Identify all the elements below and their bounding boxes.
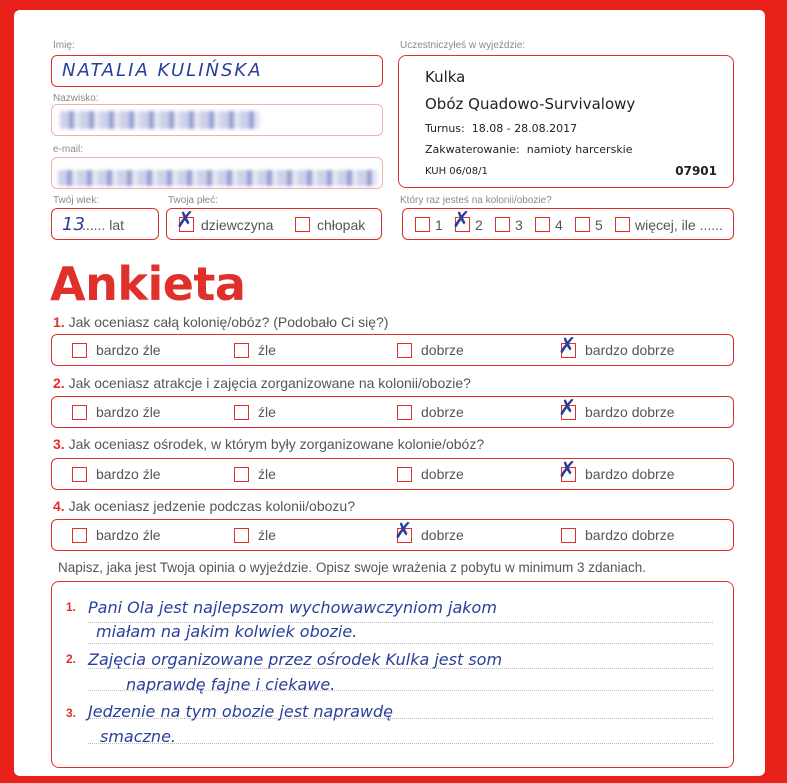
q2-option-4: bardzo dobrze	[585, 404, 675, 420]
q2-checkbox-4[interactable]	[558, 396, 577, 421]
q4-option-2: źle	[258, 527, 276, 543]
surname-redacted	[60, 111, 260, 129]
surname-field[interactable]	[51, 104, 383, 136]
question-3	[53, 436, 484, 452]
sex-female-label: dziewczyna	[201, 217, 274, 233]
times-option-5: 5	[595, 217, 603, 233]
q4-option-4: bardzo dobrze	[585, 527, 675, 543]
q4-checkbox-3[interactable]	[394, 519, 413, 544]
times-checkbox-1[interactable]	[415, 217, 430, 232]
opinion-prompt: Napisz, jaka jest Twoja opinia o wyjeździe. Opisz swoje wrażenia z pobytu w minimum 3 zdaniach.	[58, 560, 647, 575]
q1-option-1: bardzo źle	[96, 342, 161, 358]
q2-option-1: bardzo źle	[96, 404, 161, 420]
question-4-options	[51, 519, 734, 551]
question-4-text: Jak oceniasz jedzenie podczas kolonii/obozu?	[68, 498, 355, 514]
q1-option-4: bardzo dobrze	[585, 342, 675, 358]
camp-code: KUH 06/08/1	[425, 166, 488, 177]
answer-2-line-2: naprawdę fajne i ciekawe.	[126, 675, 336, 694]
q3-checkbox-2[interactable]	[234, 467, 249, 482]
age-unit: ...... lat	[82, 217, 125, 233]
q1-option-2: źle	[258, 342, 276, 358]
q3-option-4: bardzo dobrze	[585, 466, 675, 482]
question-1-options	[51, 334, 734, 366]
q4-checkbox-2[interactable]	[234, 528, 249, 543]
checkbox-female[interactable]	[176, 208, 195, 233]
survey-title: Ankieta	[50, 257, 246, 311]
times-option-4: 4	[555, 217, 563, 233]
question-2-text: Jak oceniasz atrakcje i zajęcia zorganizowane na kolonii/obozie?	[68, 375, 471, 391]
camp-type: Obóz Quadowo-Survivalowy	[425, 95, 636, 113]
q2-checkbox-1[interactable]	[72, 405, 87, 420]
check-mark-icon: ✗	[452, 208, 471, 233]
surname-label: Nazwisko:	[53, 93, 99, 104]
q1-checkbox-2[interactable]	[234, 343, 249, 358]
times-label: Który raz jesteś na kolonii/obozie?	[400, 195, 552, 206]
answer-2-num: 2.	[66, 652, 77, 666]
q2-checkbox-2[interactable]	[234, 405, 249, 420]
q1-checkbox-4[interactable]	[558, 334, 577, 359]
answer-line	[88, 643, 713, 644]
q3-checkbox-1[interactable]	[72, 467, 87, 482]
check-mark-icon: ✗	[558, 334, 577, 359]
checkbox-male[interactable]	[295, 217, 310, 232]
q2-checkbox-3[interactable]	[397, 405, 412, 420]
q1-option-3: dobrze	[421, 342, 464, 358]
times-field	[402, 208, 734, 240]
check-mark-icon: ✗	[558, 458, 577, 483]
question-4-num: 4.	[53, 498, 65, 514]
question-3-options	[51, 458, 734, 490]
question-3-num: 3.	[53, 436, 65, 452]
email-label: e-mail:	[53, 144, 84, 155]
q3-option-2: źle	[258, 466, 276, 482]
question-4	[53, 498, 355, 514]
times-checkbox-5[interactable]	[575, 217, 590, 232]
times-option-3: 3	[515, 217, 523, 233]
camp-number: 07901	[675, 164, 717, 178]
answer-3-line-2: smaczne.	[100, 727, 176, 746]
camp-name: Kulka	[425, 68, 466, 86]
q3-option-1: bardzo źle	[96, 466, 161, 482]
answer-1-num: 1.	[66, 600, 77, 614]
q1-checkbox-1[interactable]	[72, 343, 87, 358]
accom-label: Zakwaterowanie:	[425, 143, 520, 156]
question-1-num: 1.	[53, 314, 65, 330]
question-1-text: Jak oceniasz całą kolonię/obóz? (Podobało Ci się?)	[68, 314, 389, 330]
q3-option-3: dobrze	[421, 466, 464, 482]
sex-field	[166, 208, 382, 240]
answer-1-line-2: miałam na jakim kolwiek obozie.	[96, 622, 358, 641]
times-checkbox-more[interactable]	[615, 217, 630, 232]
times-checkbox-4[interactable]	[535, 217, 550, 232]
answer-1-line-1: Pani Ola jest najlepszom wychowawczyniom jakom	[88, 598, 497, 617]
times-checkbox-2[interactable]	[452, 208, 471, 233]
answer-3-line-1: Jedzenie na tym obozie jest naprawdę	[88, 702, 393, 721]
name-label: Imię:	[53, 40, 75, 51]
answer-line	[88, 743, 713, 744]
camp-info-box	[398, 55, 734, 188]
turnus-value: 18.08 - 28.08.2017	[471, 122, 578, 135]
times-option-more: więcej, ile ......	[635, 217, 723, 233]
age-label: Twój wiek:	[53, 195, 100, 206]
q4-option-3: dobrze	[421, 527, 464, 543]
times-option-2: 2	[475, 217, 483, 233]
times-option-1: 1	[435, 217, 443, 233]
question-2-options	[51, 396, 734, 428]
age-value: 13	[62, 214, 85, 235]
q3-checkbox-4[interactable]	[558, 458, 577, 483]
email-redacted	[58, 170, 378, 186]
q3-checkbox-3[interactable]	[397, 467, 412, 482]
email-field[interactable]	[51, 157, 383, 189]
q2-option-2: źle	[258, 404, 276, 420]
answer-2-line-1: Zajęcia organizowane przez ośrodek Kulka jest som	[88, 650, 503, 669]
check-mark-icon: ✗	[176, 208, 195, 233]
name-field[interactable]	[51, 55, 383, 87]
turnus-row	[425, 122, 577, 135]
question-1	[53, 314, 388, 330]
turnus-label: Turnus:	[425, 122, 465, 135]
name-value: NATALIA KULIŃSKA	[62, 60, 263, 81]
check-mark-icon: ✗	[558, 396, 577, 421]
sex-male-label: chłopak	[317, 217, 366, 233]
times-checkbox-3[interactable]	[495, 217, 510, 232]
answer-3-num: 3.	[66, 706, 77, 720]
sex-label: Twoja płeć:	[168, 195, 219, 206]
accom-value: namioty harcerskie	[526, 143, 633, 156]
question-2	[53, 375, 471, 391]
question-3-text: Jak oceniasz ośrodek, w którym były zorganizowane kolonie/obóz?	[68, 436, 485, 452]
camp-label: Uczestniczyłeś w wyjeździe:	[400, 40, 526, 51]
age-field[interactable]	[51, 208, 159, 240]
q4-checkbox-1[interactable]	[72, 528, 87, 543]
q4-checkbox-4[interactable]	[561, 528, 576, 543]
accom-row	[425, 143, 633, 156]
q1-checkbox-3[interactable]	[397, 343, 412, 358]
q4-option-1: bardzo źle	[96, 527, 161, 543]
check-mark-icon: ✗	[394, 519, 413, 544]
question-2-num: 2.	[53, 375, 65, 391]
q2-option-3: dobrze	[421, 404, 464, 420]
